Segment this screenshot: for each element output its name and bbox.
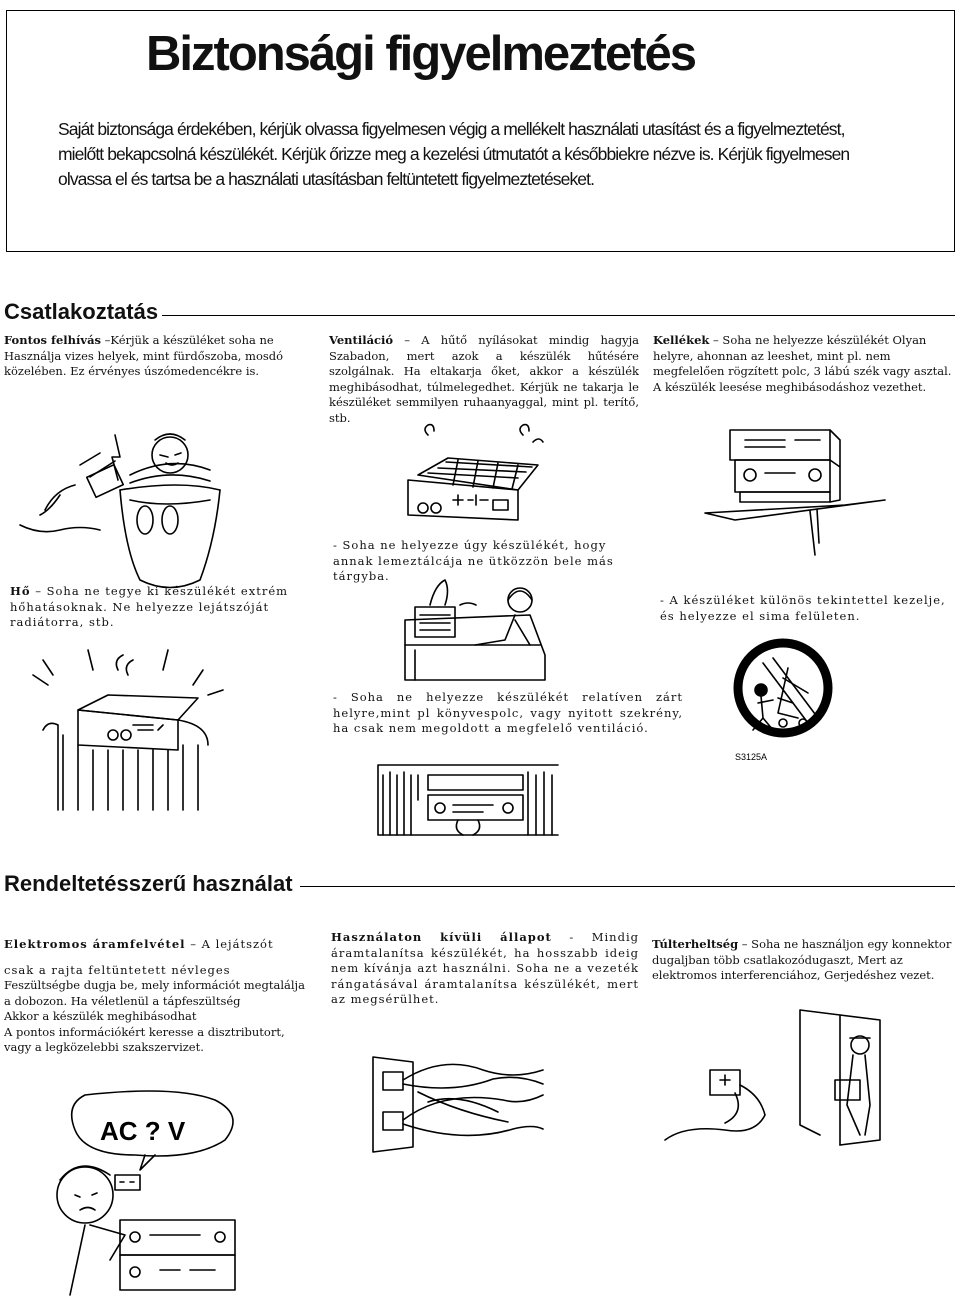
stereo-on-table-illustration — [705, 425, 885, 555]
sofa-listener-illustration — [400, 575, 550, 685]
overload-label: Túlterheltség — [652, 937, 739, 951]
page-title: Biztonsági figyelmeztetés — [146, 27, 696, 81]
voltage-question-bubble: AC ? V — [100, 1116, 186, 1146]
unused-state-text: Használaton kívüli állapot - Mindig áramtalanítsa készülékét, ha hosszabb ideig nem kívánja azt használni. Soha ne a vezeték rángatásával áramtalanítsa készülékét, mert az megsérülhet. — [331, 930, 639, 1006]
intro-paragraph: Saját biztonsága érdekében, kérjük olvassa figyelmesen végig a mellékelt használati utasítást és a figyelmeztetést, mielőtt bekapcsolná készülékét. Kérjük őrizze meg a kezelési útmutatót a későbbiekre nézve is. Kérjük figyelmesen olvassa el és tartsa be a használati utasításban feltüntetett figyelmeztetéseket. — [58, 119, 850, 189]
disc-tray-text: - Soha ne helyezze úgy készülékét, hogy annak lemeztálcája ne ütközzön bele más tárgyba. — [333, 538, 614, 583]
electric-supply-label: Elektromos áramfelvétel — [4, 937, 186, 951]
accessories-text: Kellékek – Soha ne helyezze készülékét Olyan helyre, ahonnan az leeshet, mint pl. nem megfelelően rögzített polc, 3 lábú szék vagy asztal. A készülék leesése meghibásodáshoz vezethet. — [653, 333, 952, 394]
enclosed-space-text: - Soha ne helyezze készülékét relatíven zárt helyre,mint pl könyvespolc, vagy nyitott szekrény, ha csak nem megoldott a megfelelő ventiláció. — [333, 690, 683, 735]
section-title-intended-use: Rendeltetésszerű használat — [4, 871, 297, 897]
overload-text: Túlterheltség – Soha ne használjon egy konnektor dugaljban több csatlakozódugaszt, Mert az elektromos interferenciához, Gerjedéshez vezet. — [652, 937, 952, 982]
heat-text: Hő – Soha ne tegye ki készülékét extrém hőhatásoknak. Ne helyezze lejátszóját radiátorra, stb. — [10, 584, 289, 629]
bookshelf-illustration — [378, 760, 558, 840]
ventilation-amplifier-illustration — [398, 430, 548, 530]
section-title-connection: Csatlakoztatás — [4, 299, 162, 325]
section-rule — [300, 886, 955, 887]
accessories-label: Kellékek — [653, 333, 710, 347]
unused-state-label: Használaton kívüli állapot — [331, 930, 552, 944]
heat-label: Hő — [10, 584, 31, 598]
careful-handling-text: - A készüléket különös tekintettel kezelje, és helyezze el sima felületen. — [660, 593, 946, 623]
important-notice-label: Fontos felhívás — [4, 333, 101, 347]
overloaded-socket-illustration — [368, 1052, 548, 1157]
unplug-before-leaving-illustration — [665, 1005, 905, 1145]
important-notice-text: Fontos felhívás –Kérjük a készüléket soha ne Használja vizes helyek, mint fürdőszoba, mosdó közelében. Ez érvényes úszómedencékre is. — [4, 333, 284, 378]
ventilation-label: Ventiláció — [329, 333, 394, 347]
voltage-check-illustration — [30, 1090, 245, 1295]
electric-supply-text: Elektromos áramfelvétel – A lejátszót csak a rajta feltüntetett névleges Feszültségbe dugja be, mely információt megtalálja a dobozon. Ha véletlenül a tápfeszültség Akkor a készülék meghibásodhat A pontos információkért keresse a disztributort, vagy a legközelebbi szakszervizet. — [4, 937, 305, 1054]
cart-code-label: S3125A — [735, 752, 768, 762]
radiator-heat-illustration — [28, 650, 248, 810]
ventilation-text: Ventiláció – A hűtő nyílásokat mindig hagyja Szabadon, mert azok a készülék hűtésére szolgálnak. Ha eltakarja őket, akkor a készülék meghibásodhat, túlmelegedhet. Kérjük ne takarja le készüléket semmilyen ruhaanyaggal, mint pl. terítő, stb. — [329, 333, 639, 425]
cart-tipover-warning-icon — [733, 638, 838, 768]
bathtub-illustration — [20, 425, 220, 600]
section-rule — [160, 315, 955, 316]
